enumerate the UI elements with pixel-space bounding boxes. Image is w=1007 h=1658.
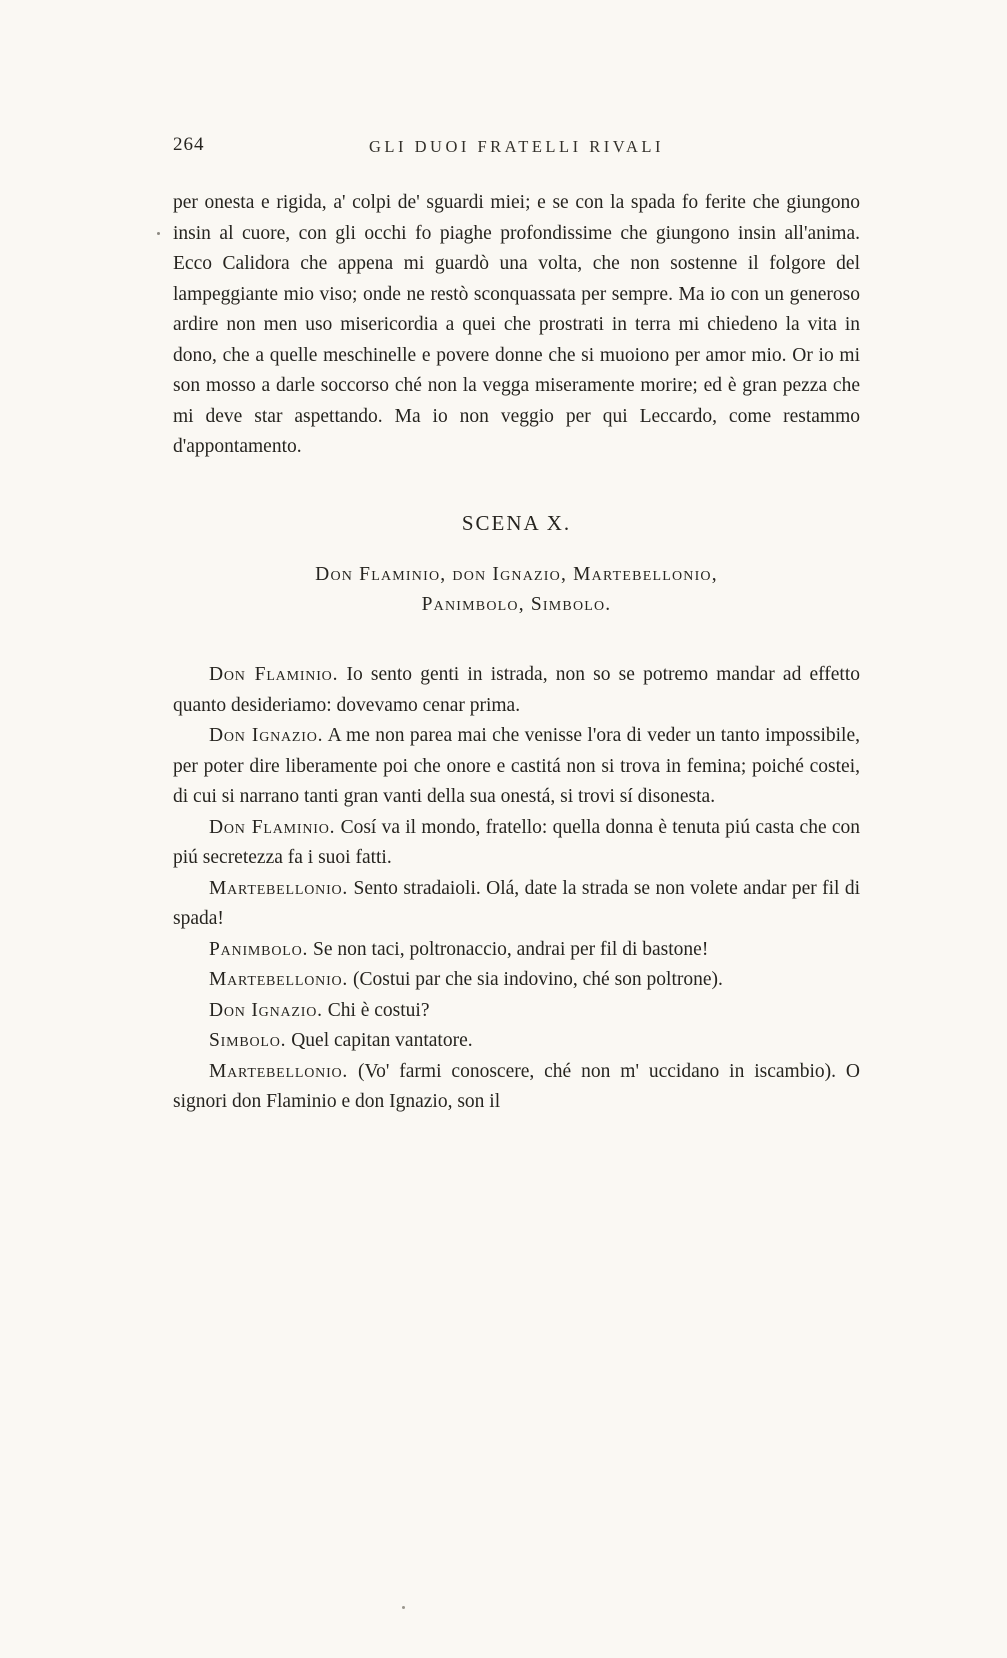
- cast-line: Panimbolo, Simbolo.: [421, 594, 612, 615]
- dialogue-text: Chi è costui?: [327, 999, 430, 1021]
- speaker-name: Don Ignazio.: [209, 999, 323, 1021]
- dialogue-line: [173, 813, 860, 874]
- dialogue-line: [173, 660, 860, 721]
- scan-artifact-dot: [402, 1606, 405, 1609]
- scan-artifact-dot: [157, 232, 160, 235]
- page-body: [173, 188, 860, 1118]
- scene-heading: SCENA X.: [461, 510, 572, 535]
- dialogue-text: Quel capitan vantatore.: [291, 1030, 473, 1051]
- dialogue-text: (Costui par che sia indovino, ché son poltrone).: [353, 969, 723, 990]
- dialogue-line: [173, 1057, 860, 1118]
- opening-paragraph: per onesta e rigida, a' colpi de' sguardi miei; e se con la spada fo ferite che giungono insin al cuore, con gli occhi fo piaghe profondissime che giungono insin all'anima. Ecco Calidora che appena mi guardò una volta, che non sostenne il folgore del lampeggiante mio viso; onde ne restò sconquassata per sempre. Ma io con un generoso ardire non men uso misericordia a quei che prostrati in terra mi chiedeno la vita in dono, che a quelle meschinelle e povere donne che si muoiono per amor mio. Or io mi son mosso a darle soccorso ché non la vegga miseramente morire; ed è gran pezza che mi deve star aspettando. Ma io non veggio per qui Leccardo, come restammo d'appontamento.: [173, 192, 860, 457]
- dialogue-text: Cosí va il mondo, fratello: quella donna è tenuta piú casta che con piú secretezza fa i suoi fatti.: [173, 816, 860, 868]
- speaker-name: Martebellonio.: [209, 969, 349, 990]
- dialogue-line: [173, 996, 860, 1027]
- cast-list: [173, 560, 860, 620]
- dialogue-text: (Vo' farmi conoscere, ché non m' uccidano in iscambio). O signori don Flaminio e don Ignazio, son il: [173, 1060, 861, 1112]
- dialogue-line: [173, 1026, 860, 1057]
- dialogue-line: [173, 874, 860, 935]
- speaker-name: Don Ignazio.: [209, 725, 324, 746]
- speaker-name: Don Flaminio.: [209, 664, 339, 685]
- speaker-name: Martebellonio.: [209, 877, 349, 899]
- speaker-name: Martebellonio.: [209, 1060, 349, 1082]
- dialogue-text: Se non taci, poltronaccio, andrai per fil di bastone!: [313, 938, 709, 960]
- dialogue-line: [173, 721, 860, 813]
- dialogue-text: Sento stradaioli. Olá, date la strada se non volete andar per fil di spada!: [173, 877, 860, 929]
- dialogue-line: [173, 935, 860, 966]
- running-title: GLI DUOI FRATELLI RIVALI: [369, 137, 664, 156]
- dialogue-line: [173, 965, 860, 996]
- page-number: 264: [173, 134, 205, 155]
- dialogue-block: [173, 660, 860, 1118]
- dialogue-text: A me non parea mai che venisse l'ora di veder un tanto impossibile, per poter dire liberamente poi che onore e castitá non si trova in femina; poiché costei, di cui si narrano tanti gran vanti della sua onestá, si trovi sí disonesta.: [173, 725, 860, 807]
- running-head: [173, 130, 860, 162]
- speaker-name: Simbolo.: [209, 1030, 287, 1051]
- speaker-name: Don Flaminio.: [209, 816, 336, 838]
- cast-line: Don Flaminio, don Ignazio, Martebellonio,: [315, 564, 718, 585]
- speaker-name: Panimbolo.: [209, 938, 309, 960]
- dialogue-text: Io sento genti in istrada, non so se potremo mandar ad effetto quanto desideriamo: dovevamo cenar prima.: [173, 664, 861, 716]
